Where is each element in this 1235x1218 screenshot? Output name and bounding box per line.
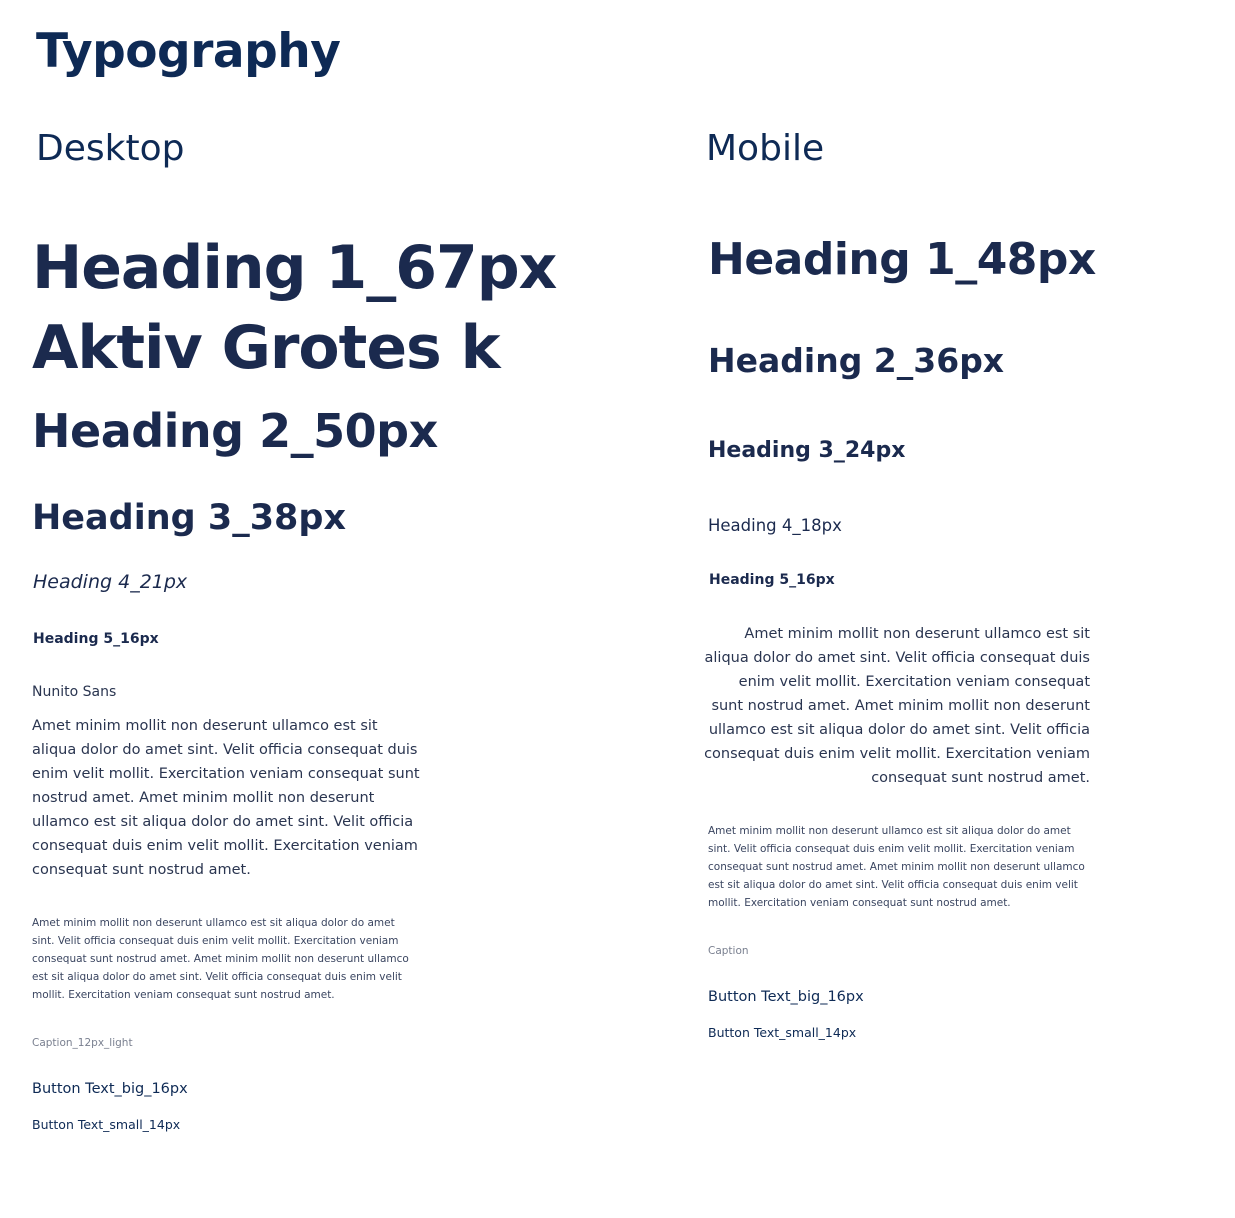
mobile-small-text-sample: Amet minim mollit non deserunt ullamco est sit aliqua dolor do amet sint. Velit officia consequat duis enim velit mollit. Exercitation veniam consequat sunt nostrud amet. Amet minim mollit non deserunt ullamco est sit aliqua dolor do amet sint. Velit officia consequat duis enim velit mollit. Exercitation veniam consequat sunt nostrud amet. <box>708 825 1085 909</box>
desktop-caption-sample: Caption_12px_light <box>32 1037 133 1049</box>
desktop-column-title: Desktop <box>36 128 185 169</box>
desktop-heading-1-sample: Heading 1_67px <box>32 233 557 303</box>
page-title: Typography <box>36 24 341 79</box>
mobile-button-text-small-sample: Button Text_small_14px <box>708 1025 857 1040</box>
mobile-heading-2-sample: Heading 2_36px <box>708 341 1005 380</box>
desktop-heading-2-sample: Heading 2_50px <box>32 404 438 458</box>
mobile-button-text-big-sample: Button Text_big_16px <box>708 989 864 1005</box>
desktop-heading-3-sample: Heading 3_38px <box>32 498 347 538</box>
desktop-heading-4-sample: Heading 4_21px <box>33 571 188 593</box>
desktop-heading-5-sample: Heading 5_16px <box>33 631 159 647</box>
mobile-heading-4-sample: Heading 4_18px <box>708 516 842 535</box>
desktop-button-text-small-sample: Button Text_small_14px <box>32 1117 181 1132</box>
mobile-heading-3-sample: Heading 3_24px <box>708 438 906 463</box>
desktop-body-font-name: Nunito Sans <box>32 684 117 700</box>
mobile-heading-5-sample: Heading 5_16px <box>709 572 835 588</box>
desktop-button-text-big-sample: Button Text_big_16px <box>32 1081 188 1097</box>
mobile-column-title: Mobile <box>706 128 825 169</box>
mobile-caption-sample: Caption <box>708 945 749 957</box>
mobile-body-text-sample: Amet minim mollit non deserunt ullamco est sit aliqua dolor do amet sint. Velit officia consequat duis enim velit mollit. Exercitation veniam consequat sunt nostrud amet. Amet minim mollit non deserunt ullamco est sit aliqua dolor do amet sint. Velit officia consequat duis enim velit mollit. Exercitation veniam consequat sunt nostrud amet. <box>704 626 1090 786</box>
desktop-small-text-sample: Amet minim mollit non deserunt ullamco est sit aliqua dolor do amet sint. Velit officia consequat duis enim velit mollit. Exercitation veniam consequat sunt nostrud amet. Amet minim mollit non deserunt ullamco est sit aliqua dolor do amet sint. Velit officia consequat duis enim velit mollit. Exercitation veniam consequat sunt nostrud amet. <box>32 917 409 1001</box>
desktop-body-text-sample: Amet minim mollit non deserunt ullamco est sit aliqua dolor do amet sint. Velit officia consequat duis enim velit mollit. Exercitation veniam consequat sunt nostrud amet. Amet minim mollit non deserunt ullamco est sit aliqua dolor do amet sint. Velit officia consequat duis enim velit mollit. Exercitation veniam consequat sunt nostrud amet. <box>32 718 420 878</box>
desktop-heading-1-font-sample: Aktiv Grotes k <box>32 313 500 383</box>
mobile-heading-1-sample: Heading 1_48px <box>708 234 1096 285</box>
